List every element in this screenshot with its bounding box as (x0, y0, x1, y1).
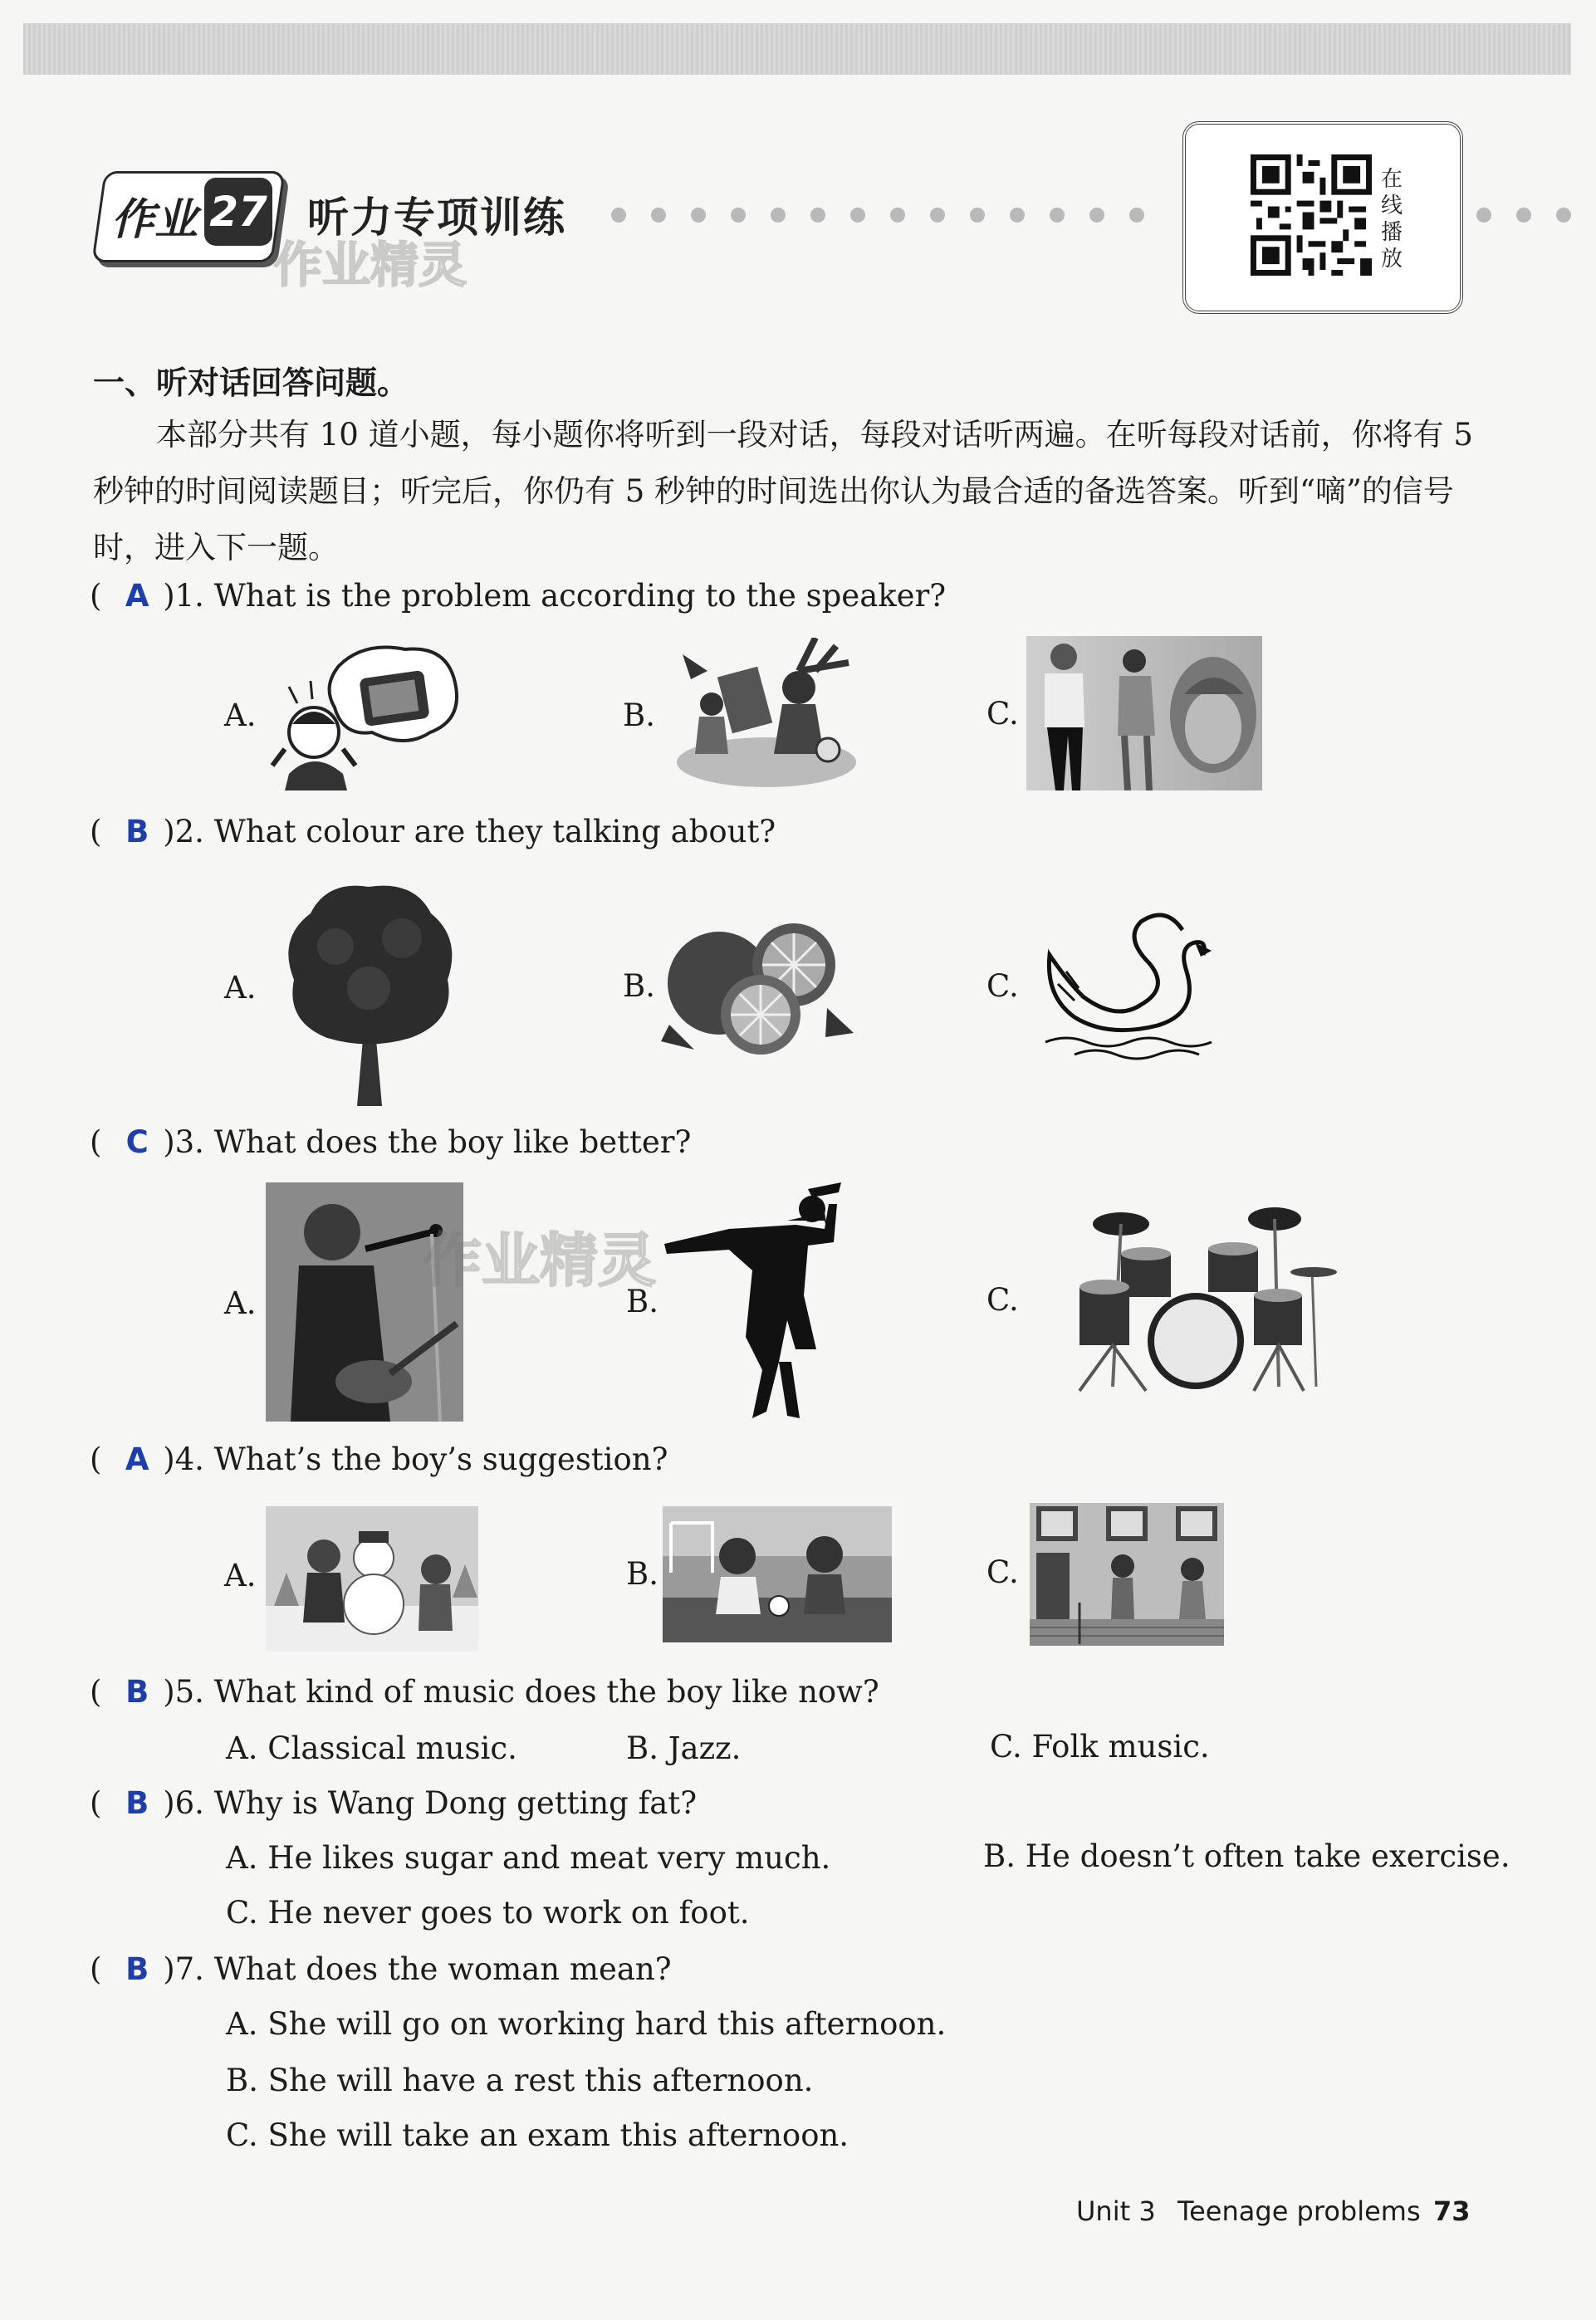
q3-option-c-label: C. (986, 1282, 1019, 1318)
question-3: ( C )3. What does the boy like better? (90, 1124, 692, 1160)
q4-option-a-label: A. (224, 1558, 257, 1593)
answer-1: A (125, 578, 149, 614)
answer-7: B (125, 1951, 149, 1987)
homework-badge-number: 27 (204, 178, 272, 246)
question-5: ( B )5. What kind of music does the boy like now? (90, 1674, 879, 1710)
snowman-image[interactable] (266, 1506, 478, 1651)
q1-option-c-label: C. (986, 696, 1019, 732)
q1-option-b-label: B. (623, 697, 655, 733)
footer-title: Teenage problems (1177, 2195, 1421, 2227)
green-tree-image[interactable] (277, 880, 462, 1106)
q5-option-b: B. Jazz. (626, 1730, 742, 1766)
question-4: ( A )4. What’s the boy’s suggestion? (90, 1441, 668, 1477)
messy-room-image[interactable] (674, 638, 859, 789)
watermark: 作业精灵 (274, 237, 468, 293)
qr-code-icon[interactable] (1249, 154, 1373, 276)
q7-option-a: A. She will go on working hard this afternoon. (226, 2006, 947, 2042)
q7-option-b: B. She will have a rest this afternoon. (226, 2063, 814, 2098)
q2-option-b-label: B. (623, 968, 655, 1004)
answer-5: B (125, 1674, 149, 1710)
q6-option-a: A. He likes sugar and meat very much. (226, 1840, 831, 1876)
q2-option-a-label: A. (224, 970, 257, 1006)
q5-option-a: A. Classical music. (226, 1730, 517, 1766)
white-swan-image[interactable] (1041, 905, 1224, 1061)
top-scan-band (23, 23, 1571, 75)
homework-badge-word: 作业 (111, 195, 198, 245)
q3-option-a-label: A. (224, 1285, 257, 1321)
q1-option-a-label: A. (224, 697, 257, 733)
q5-option-c: C. Folk music. (990, 1729, 1210, 1764)
answer-3: C (125, 1124, 149, 1160)
school-building-image[interactable] (1030, 1503, 1224, 1646)
q4-option-b-label: B. (626, 1556, 658, 1592)
question-1: ( A )1. What is the problem according to the speaker? (90, 578, 947, 614)
footer-unit: Unit 3 (1076, 2195, 1156, 2227)
q4-option-c-label: C. (986, 1554, 1019, 1590)
drum-kit-image[interactable] (1030, 1196, 1349, 1398)
noisy-tv-image[interactable] (264, 641, 463, 790)
q6-option-c: C. He never goes to work on foot. (226, 1895, 750, 1931)
watermark-2: 作业精灵 (423, 1226, 656, 1295)
oranges-image[interactable] (661, 917, 854, 1056)
page-title: 听力专项训练 (307, 193, 566, 242)
section-instructions: 本部分共有 10 道小题，每小题你将听到一段对话，每段对话听两遍。在听每段对话前，你将有 5 秒钟的时间阅读题目；听完后，你仍有 5 秒钟的时间选出你认为最合适的备选答案。听到“嘀”的信号时，进入下一题。 (93, 417, 1473, 565)
header-dot-row (611, 208, 1144, 224)
section-title: 一、听对话回答问题。 (93, 365, 409, 401)
answer-6: B (125, 1785, 149, 1821)
arguing-family-image[interactable] (1026, 636, 1262, 790)
answer-2: B (125, 814, 149, 849)
dancer-silhouette-image[interactable] (663, 1179, 860, 1422)
answer-4: A (125, 1441, 149, 1477)
question-7: ( B )7. What does the woman mean? (90, 1951, 672, 1987)
playing-football-image[interactable] (663, 1506, 892, 1642)
page-number: 73 (1433, 2195, 1471, 2227)
q2-option-c-label: C. (986, 968, 1019, 1004)
question-2: ( B )2. What colour are they talking about? (90, 814, 776, 849)
header-dot-row-right (1476, 208, 1571, 224)
q7-option-c: C. She will take an exam this afternoon. (226, 2117, 849, 2153)
q3-option-b-label: B. (626, 1284, 658, 1319)
qr-label: 在 线 播 放 (1380, 167, 1403, 272)
q6-option-b: B. He doesn’t often take exercise. (983, 1838, 1510, 1874)
question-6: ( B )6. Why is Wang Dong getting fat? (90, 1785, 698, 1821)
